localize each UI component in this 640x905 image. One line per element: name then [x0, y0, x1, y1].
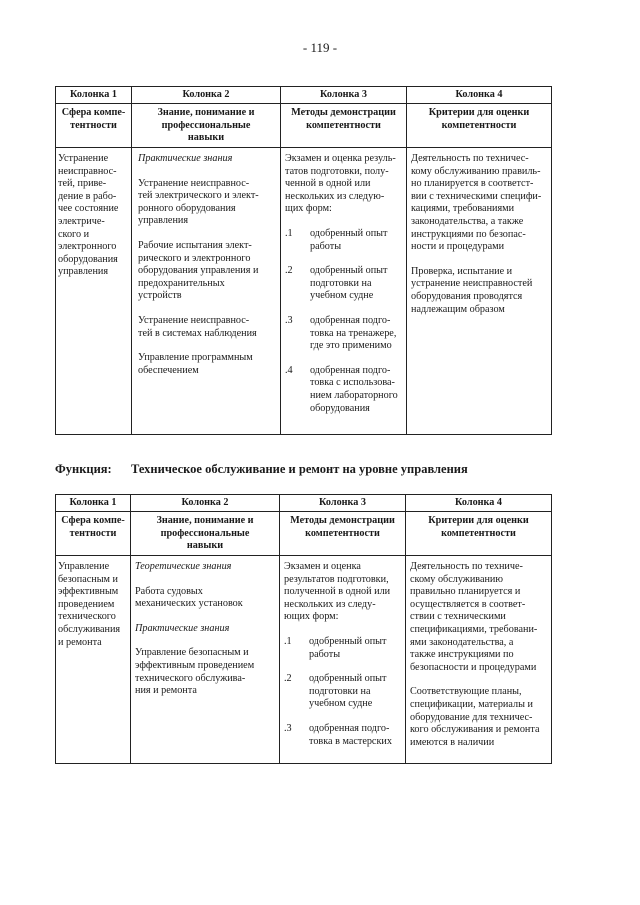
method-item: .2 одобренный опыт подготовки на учебном судне — [285, 265, 388, 302]
methods-cell: Экзамен и оценка результатов подготовки, полученной в одной или нескольких из следу- ющих форм: .1 одобренный опыт работы .2 одобренный опыт подготовки на учебном судне .3 одобренная подго- товка в мастерских — [280, 556, 406, 764]
column-label: Колонка 2 — [131, 495, 280, 512]
column-label: Колонка 4 — [406, 495, 552, 512]
header-cell-competence: Сфера компе- тентности — [56, 512, 131, 556]
column-label-row — [56, 87, 552, 104]
header-cell-methods: Методы демонстрации компетентности — [281, 104, 407, 148]
header-cell-criteria: Критерии для оценки компетентности — [407, 104, 552, 148]
competence-cell: Управление безопасным и эффективным проведением технического обслуживания и ремонта — [56, 556, 131, 764]
method-item: .3 одобренная подго- товка в мастерских — [284, 722, 392, 747]
competence-table-2 — [55, 494, 552, 764]
methods-cell: Экзамен и оценка резуль- татов подготовки, полу- ченной в одной или нескольких из следую- щих форм: .1 одобренный опыт работы .2 одобренный опыт подготовки на учебном судне .3 одобренная подго- товка на тренажере, где это применимо .4 одобренная подго- товка с использова- нием лабораторного оборудования — [281, 148, 407, 435]
header-cell-criteria: Критерии для оценки компетентности — [406, 512, 552, 556]
table-row — [56, 148, 552, 435]
column-label: Колонка 4 — [407, 87, 552, 104]
method-item: .1 одобренный опыт работы — [285, 227, 388, 252]
knowledge-cell: Практические знания Устранение неисправнос- тей электрического и элект- ронного оборудования управления Рабочие испытания элект- рического и электронного оборудования управления и предохранительных устройств Устранение неисправнос- тей в системах наблюдения Управление программным обеспечением — [132, 148, 281, 435]
method-item: .2 одобренный опыт подготовки на учебном судне — [284, 673, 387, 710]
function-label: Функция: — [55, 462, 112, 476]
section-heading: Практические знания — [138, 153, 233, 164]
column-label-row — [56, 495, 552, 512]
column-label: Колонка 3 — [280, 495, 406, 512]
criteria-cell: Деятельность по техниче- скому обслуживанию правильно планируется и осуществляется в соответ- ствии с техническими спецификациями, требовани- ями законодательства, а также инструкциями по безопасности и процедурами Соответствующие планы, спецификации, материалы и оборудование для техничес- кого обслуживания и ремонта имеются в наличии — [406, 556, 552, 764]
column-label: Колонка 1 — [56, 87, 132, 104]
knowledge-cell: Теоретические знания Работа судовых механических установок Практические знания Управление безопасным и эффективным проведением технического обслужива- ния и ремонта — [131, 556, 280, 764]
column-label: Колонка 1 — [56, 495, 131, 512]
function-text: Техническое обслуживание и ремонт на уровне управления — [131, 462, 468, 476]
section-heading: Практические знания — [135, 622, 230, 634]
table-row — [56, 556, 552, 764]
function-title — [55, 462, 468, 477]
header-cell-methods: Методы демонстрации компетентности — [280, 512, 406, 556]
criteria-cell: Деятельность по техничес- кому обслуживанию правиль- но планируется в соответст- вии с техническими специфи- кациями, требованиями законодательства, а также инструкциями по безопас- ности и процедурами Проверка, испытание и устранение неисправностей оборудования проводятся надлежащим образом — [407, 148, 552, 435]
method-item: .4 одобренная подго- товка с использова- нием лабораторного оборудования — [285, 364, 398, 414]
column-label: Колонка 3 — [281, 87, 407, 104]
section-heading: Теоретические знания — [135, 561, 232, 572]
page-number: - 119 - — [302, 40, 338, 55]
header-row — [56, 104, 552, 148]
method-item: .3 одобренная подго- товка на тренажере, где это применимо — [285, 314, 397, 352]
header-cell-knowledge: Знание, понимание и профессиональные навыки — [131, 512, 280, 556]
method-item: .1 одобренный опыт работы — [284, 635, 387, 660]
header-cell-competence: Сфера компе- тентности — [56, 104, 132, 148]
column-label: Колонка 2 — [132, 87, 281, 104]
header-row — [56, 512, 552, 556]
competence-cell: Устранение неисправнос- тей, приве- дение в рабо- чее состояние электриче- ского и электронного оборудования управления — [56, 148, 132, 435]
competence-table-1 — [55, 86, 552, 435]
header-cell-knowledge: Знание, понимание и профессиональные навыки — [132, 104, 281, 148]
